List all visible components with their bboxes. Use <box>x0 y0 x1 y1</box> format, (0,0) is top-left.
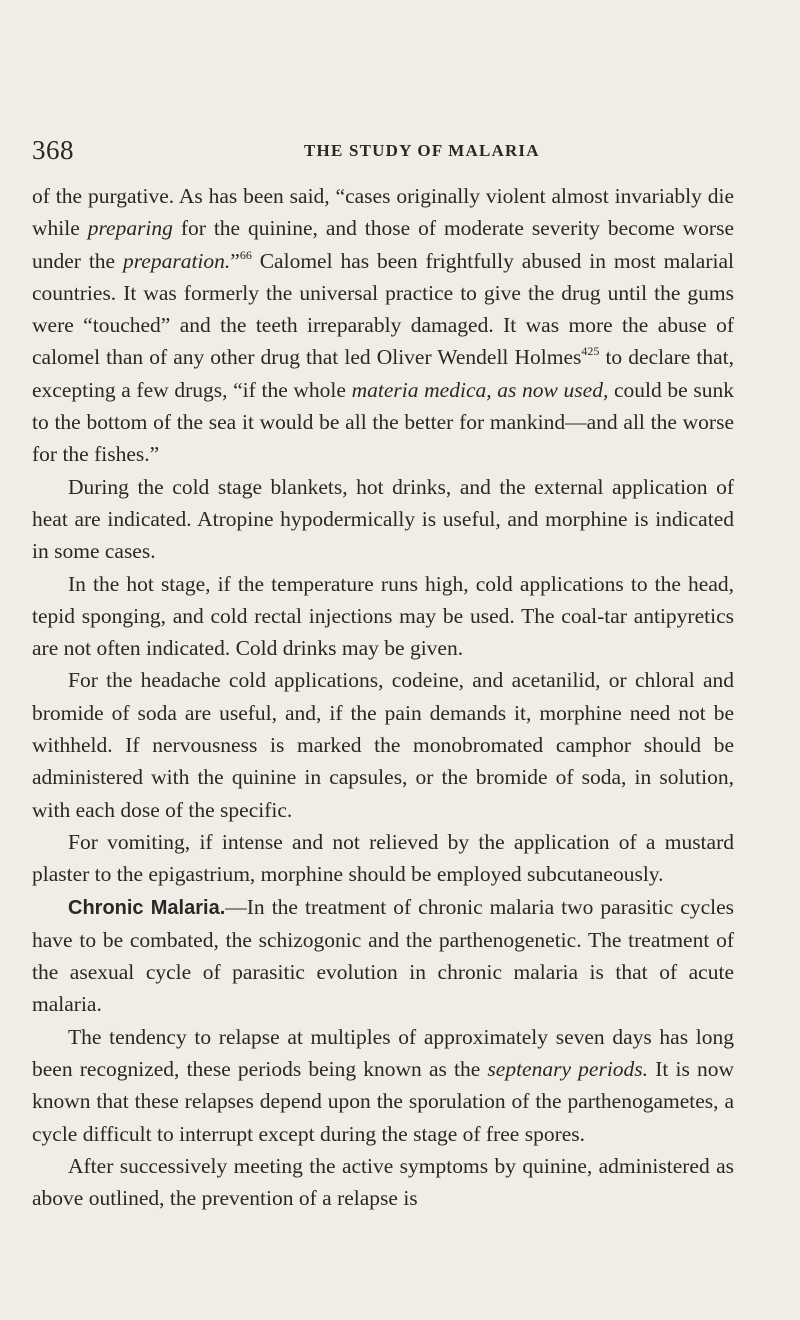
page-header <box>32 135 732 171</box>
section-heading: Chronic Malaria. <box>68 896 226 919</box>
italic-run: preparing <box>87 216 173 241</box>
italic-run: materia medica, as now used, <box>351 377 609 402</box>
text-run: could be sunk to the bottom of the sea it would be all the better for mankind—and all the worse for the fishes.” <box>32 377 734 467</box>
paragraph-1 <box>32 180 734 471</box>
running-head: THE STUDY OF MALARIA <box>304 141 540 160</box>
footnote-ref: 66 <box>239 247 252 262</box>
text-run: ” <box>230 248 240 273</box>
footnote-ref: 425 <box>581 344 600 359</box>
text-run: —In the treatment of chronic malaria two parasitic cycles have to be combated, the schizogonic and the parthenogenetic. The treatment of the asexual cycle of parasitic evolution in chronic malaria is that of acute malaria. <box>32 894 734 1017</box>
paragraph-7 <box>32 1021 734 1150</box>
text-run: for the quinine, and those of moderate severity become worse under the <box>32 216 734 273</box>
italic-run: septenary periods. <box>487 1057 649 1082</box>
text-run: The tendency to relapse at multiples of approximately seven days has long been recognized, these periods being known as the <box>32 1024 734 1082</box>
text-run: It is now known that these relapses depend upon the sporulation of the parthenogametes, a cycle difficult to interrupt except during the stage of free spores. <box>32 1057 735 1146</box>
paragraph-3: In the hot stage, if the temperature runs high, cold applications to the head, tepid sponging, and cold rectal injections may be used. The coal-tar antipyretics are not often indicated. Cold drinks may be given. <box>32 571 734 661</box>
italic-run: preparation. <box>122 248 231 273</box>
paragraph-4: For the headache cold applications, codeine, and acetanilid, or chloral and bromide of soda are useful, and, if the pain demands it, morphine need not be withheld. If nervousness is marked the monobromated camphor should be administered with the quinine in capsules, or the bromide of soda, in solution, with each dose of the specific. <box>32 668 734 822</box>
text-run: Calomel has been frightfully abused in most malarial countries. It was formerly the universal practice to give the drug until the gums were “touched” and the teeth irreparably damaged. It was more the abuse of calomel than of any other drug that led Oliver Wendell Holmes <box>32 248 735 370</box>
paragraph-8: After successively meeting the active symptoms by quinine, administered as above outlined, the prevention of a relapse is <box>32 1153 734 1211</box>
paragraph-6 <box>32 891 734 1021</box>
paragraph-2: During the cold stage blankets, hot drinks, and the external application of heat are indicated. Atropine hypodermically is useful, and morphine is indicated in some cases. <box>32 474 734 564</box>
text-run: of the purgative. As has been said, “cases originally violent almost invariably die while <box>32 184 734 241</box>
page-number: 368 <box>32 135 74 165</box>
text-run: to declare that, excepting a few drugs, “if the whole <box>32 345 734 402</box>
paragraph-5: For vomiting, if intense and not relieved by the application of a mustard plaster to the epigastrium, morphine should be employed subcutaneously. <box>32 829 734 887</box>
body-text <box>32 180 734 1215</box>
